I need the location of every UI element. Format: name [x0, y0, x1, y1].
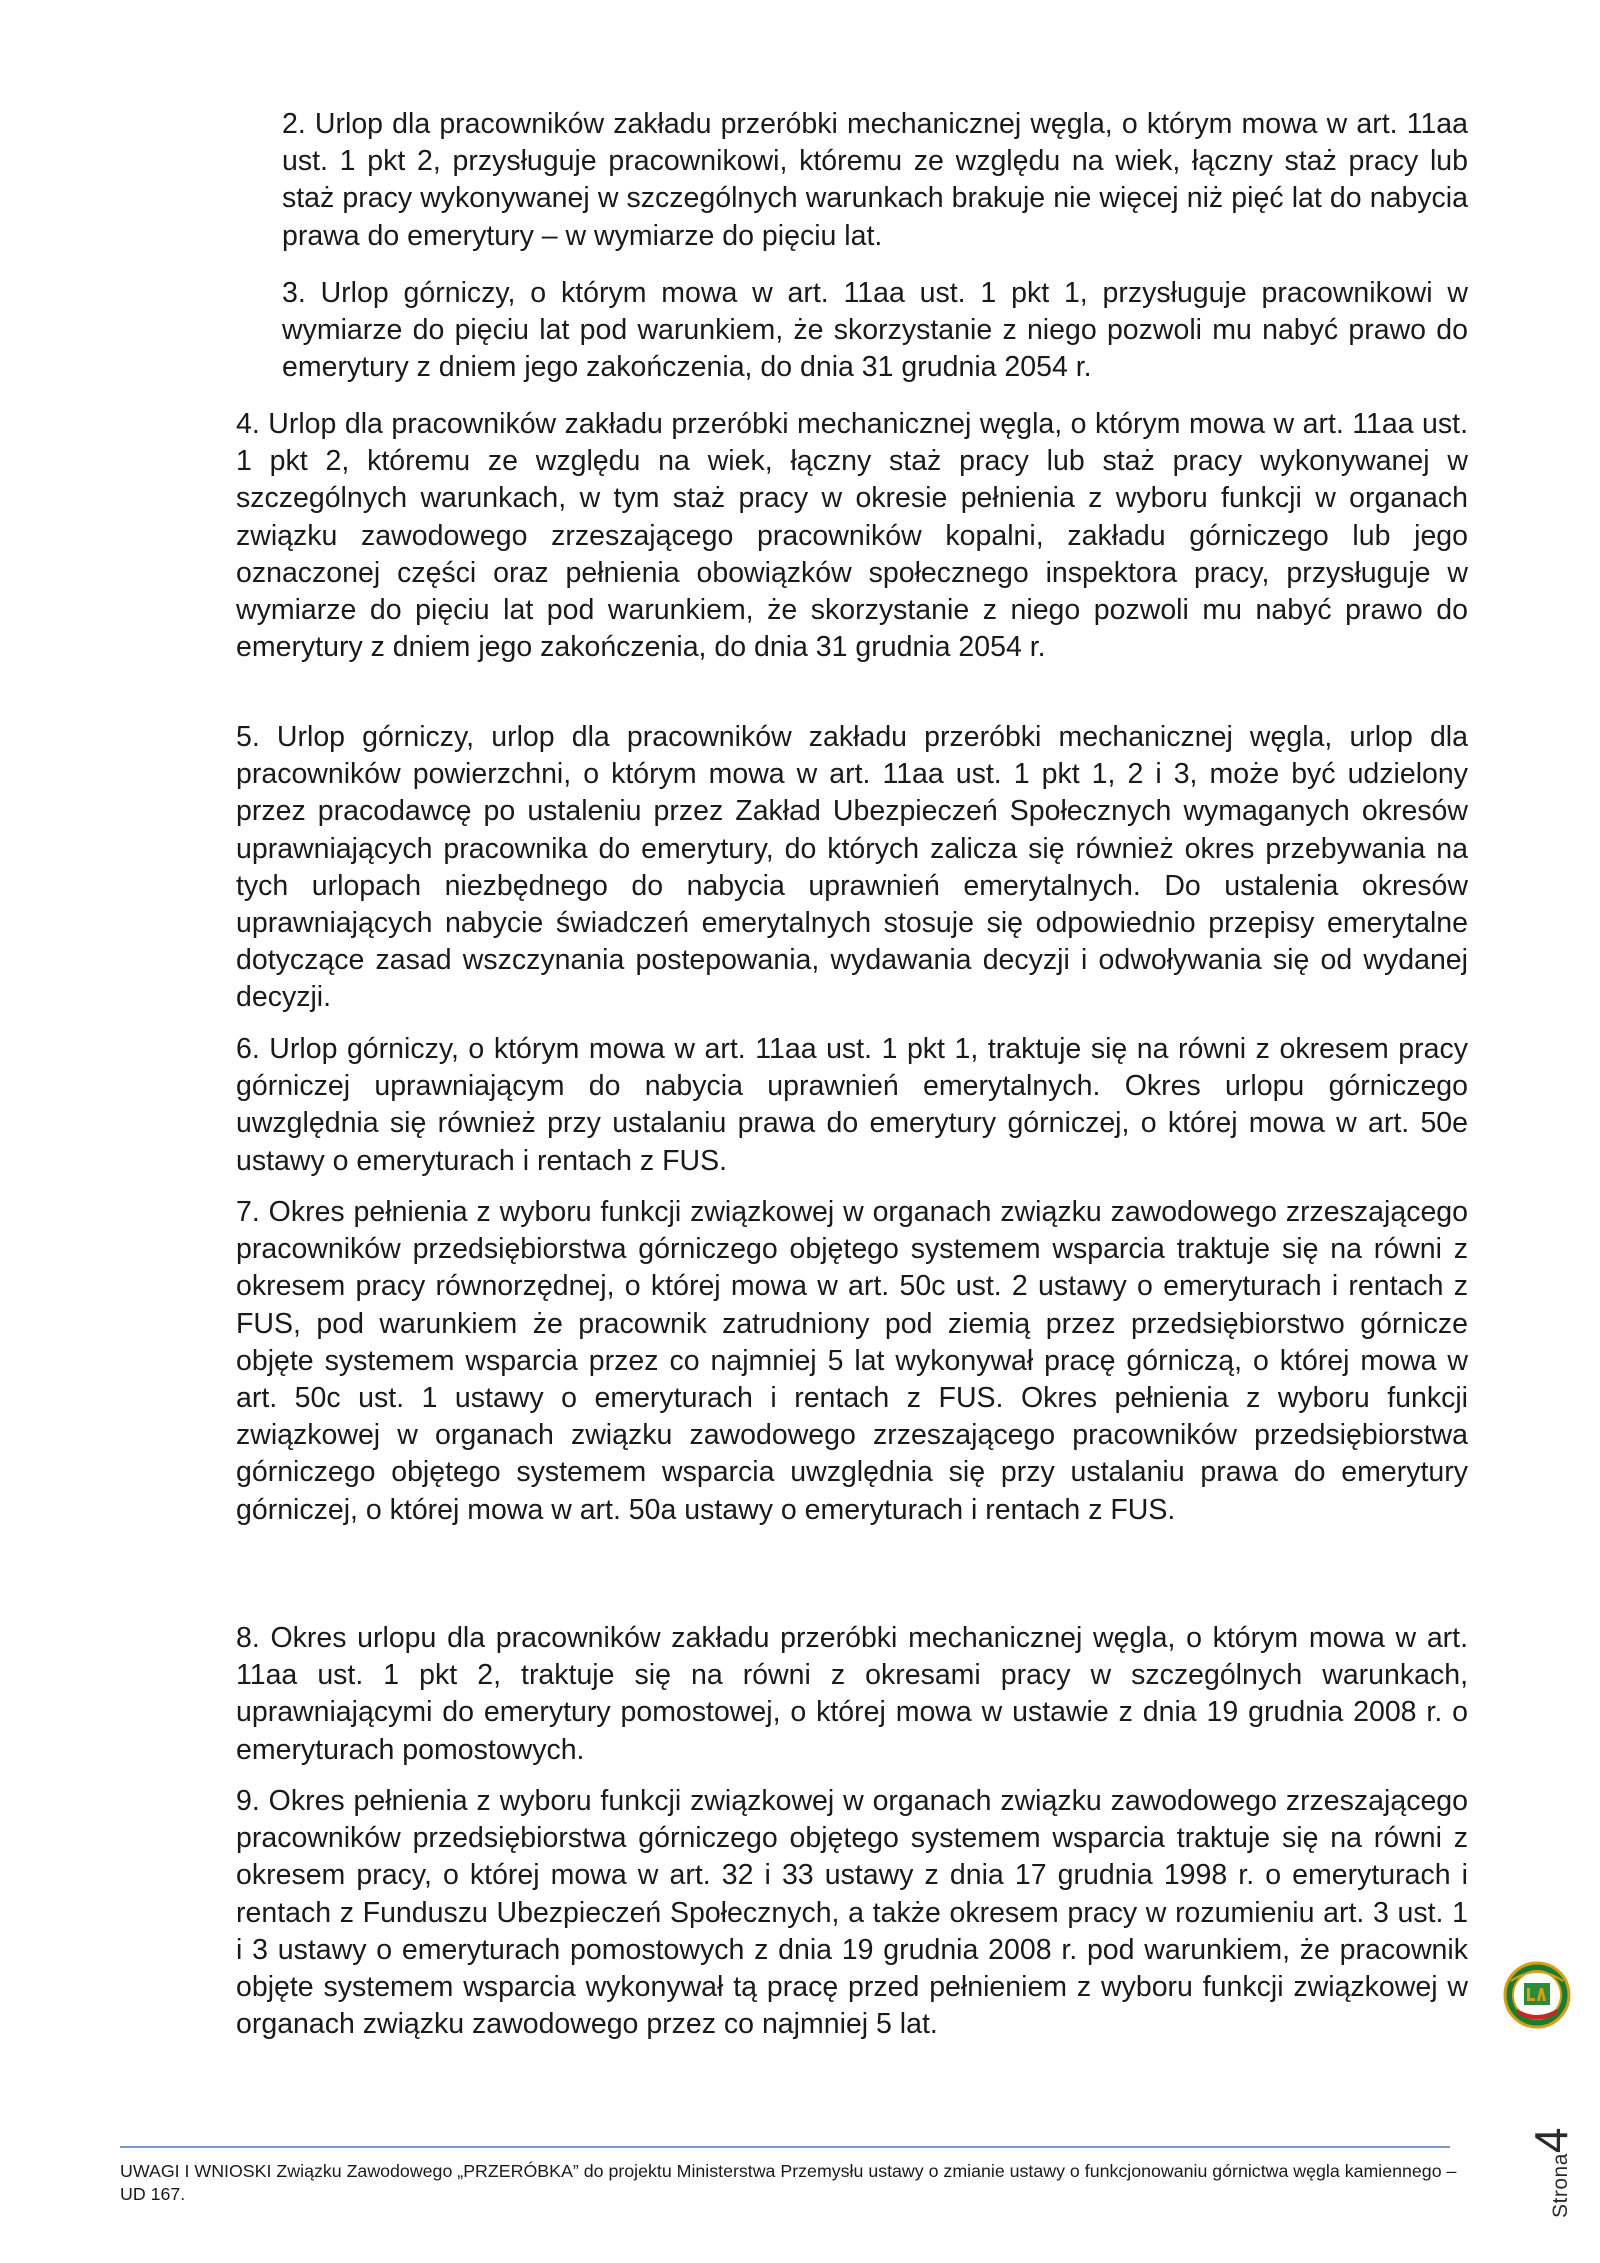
paragraph-9: 9. Okres pełnienia z wyboru funkcji związkowej w organach związku zawodowego zrzeszającego pracowników przedsiębiorstwa górniczego objętego systemem wsparcia traktuje się na równi z okresem pracy, o której mowa w art. 32 i 33 ustawy z dnia 17 grudnia 1998 r. o emeryturach i rentach z Funduszu Ubezpieczeń Społecznych, a także okresem pracy w rozumieniu art. 3 ust. 1 i 3 ustawy o emeryturach pomostowych z dnia 19 grudnia 2008 r. pod warunkiem, że pracownik objęte systemem wsparcia wykonywał tą pracę przed pełnieniem z wyboru funkcji związkowej w organach związku zawodowego przez co najmniej 5 lat.: [236, 1785, 1468, 2041]
paragraph-4: 4. Urlop dla pracowników zakładu przeróbki mechanicznej węgla, o którym mowa w art. 11aa ust. 1 pkt 2, któremu ze względu na wiek, łączny staż pracy lub staż pracy wykonywanej w szczególnych warunkach, w tym staż pracy w okresie pełnienia z wyboru funkcji w organach związku zawodowego zrzeszającego pracowników kopalni, zakładu górniczego lub jego oznaczonej części oraz pełnienia obowiązków społecznego inspektora pracy, przysługuje w wymiarze do pięciu lat pod warunkiem, że skorzystanie z niego pozwoli mu nabyć prawo do emerytury z dniem jego zakończenia, do dnia 31 grudnia 2054 r.: [236, 408, 1468, 664]
page-label: Strona: [1549, 2153, 1572, 2218]
page-number: 4: [1525, 2127, 1577, 2154]
union-logo-icon: [1503, 1961, 1571, 2029]
paragraph-6: 6. Urlop górniczy, o którym mowa w art. 11aa ust. 1 pkt 1, traktuje się na równi z okresem pracy górniczej uprawniającym do nabycia uprawnień emerytalnych. Okres urlopu górniczego uwzględnia się również przy ustalaniu prawa do emerytury górniczej, o której mowa w art. 50e ustawy o emeryturach i rentach z FUS.: [236, 1033, 1468, 1177]
paragraph-7: 7. Okres pełnienia z wyboru funkcji związkowej w organach związku zawodowego zrzeszającego pracowników przedsiębiorstwa górniczego objętego systemem wsparcia traktuje się na równi z okresem pracy równorzędnej, o której mowa w art. 50c ust. 2 ustawy o emeryturach i rentach z FUS, pod warunkiem że pracownik zatrudniony pod ziemią przez przedsiębiorstwo górnicze objęte systemem wsparcia przez co najmniej 5 lat wykonywał pracę górniczą, o której mowa w art. 50c ust. 1 ustawy o emeryturach i rentach z FUS. Okres pełnienia z wyboru funkcji związkowej w organach związku zawodowego zrzeszającego pracowników przedsiębiorstwa górniczego objętego systemem wsparcia uwzględnia się przy ustalaniu prawa do emerytury górniczej, o której mowa w art. 50a ustawy o emeryturach i rentach z FUS.: [236, 1196, 1468, 1526]
paragraph-8: 8. Okres urlopu dla pracowników zakładu przeróbki mechanicznej węgla, o którym mowa w art. 11aa ust. 1 pkt 2, traktuje się na równi z okresami pracy w szczególnych warunkach, uprawniającymi do emerytury pomostowej, o której mowa w ustawie z dnia 19 grudnia 2008 r. o emeryturach pomostowych.: [236, 1622, 1468, 1766]
paragraph-2: 2. Urlop dla pracowników zakładu przeróbki mechanicznej węgla, o którym mowa w art. 11aa ust. 1 pkt 2, przysługuje pracownikowi, któremu ze względu na wiek, łączny staż pracy lub staż pracy wykonywanej w szczególnych warunkach brakuje nie więcej niż pięć lat do nabycia prawa do emerytury – w wymiarze do pięciu lat.: [282, 108, 1468, 252]
footer-text: UWAGI I WNIOSKI Związku Zawodowego „PRZERÓBKA” do projektu Ministerstwa Przemysłu ustawy o zmianie ustawy o funkcjonowaniu górnictwa węgla kamiennego – UD 167.: [120, 2161, 1457, 2204]
footer-divider: [120, 2146, 1450, 2148]
paragraph-5: 5. Urlop górniczy, urlop dla pracowników zakładu przeróbki mechanicznej węgla, urlop dla pracowników powierzchni, o którym mowa w art. 11aa ust. 1 pkt 1, 2 i 3, może być udzielony przez pracodawcę po ustaleniu przez Zakład Ubezpieczeń Społecznych wymaganych okresów uprawniających pracownika do emerytury, do których zalicza się również okres przebywania na tych urlopach niezbędnego do nabycia uprawnień emerytalnych. Do ustalenia okresów uprawniających nabycie świadczeń emerytalnych stosuje się odpowiednio przepisy emerytalne dotyczące zasad wszczynania postepowania, wydawania decyzji i odwoływania się od wydanej decyzji.: [236, 721, 1468, 1014]
page-number-marker: [1525, 2048, 1588, 2218]
paragraph-3: 3. Urlop górniczy, o którym mowa w art. 11aa ust. 1 pkt 1, przysługuje pracownikowi w wymiarze do pięciu lat pod warunkiem, że skorzystanie z niego pozwoli mu nabyć prawo do emerytury z dniem jego zakończenia, do dnia 31 grudnia 2054 r.: [282, 277, 1468, 384]
